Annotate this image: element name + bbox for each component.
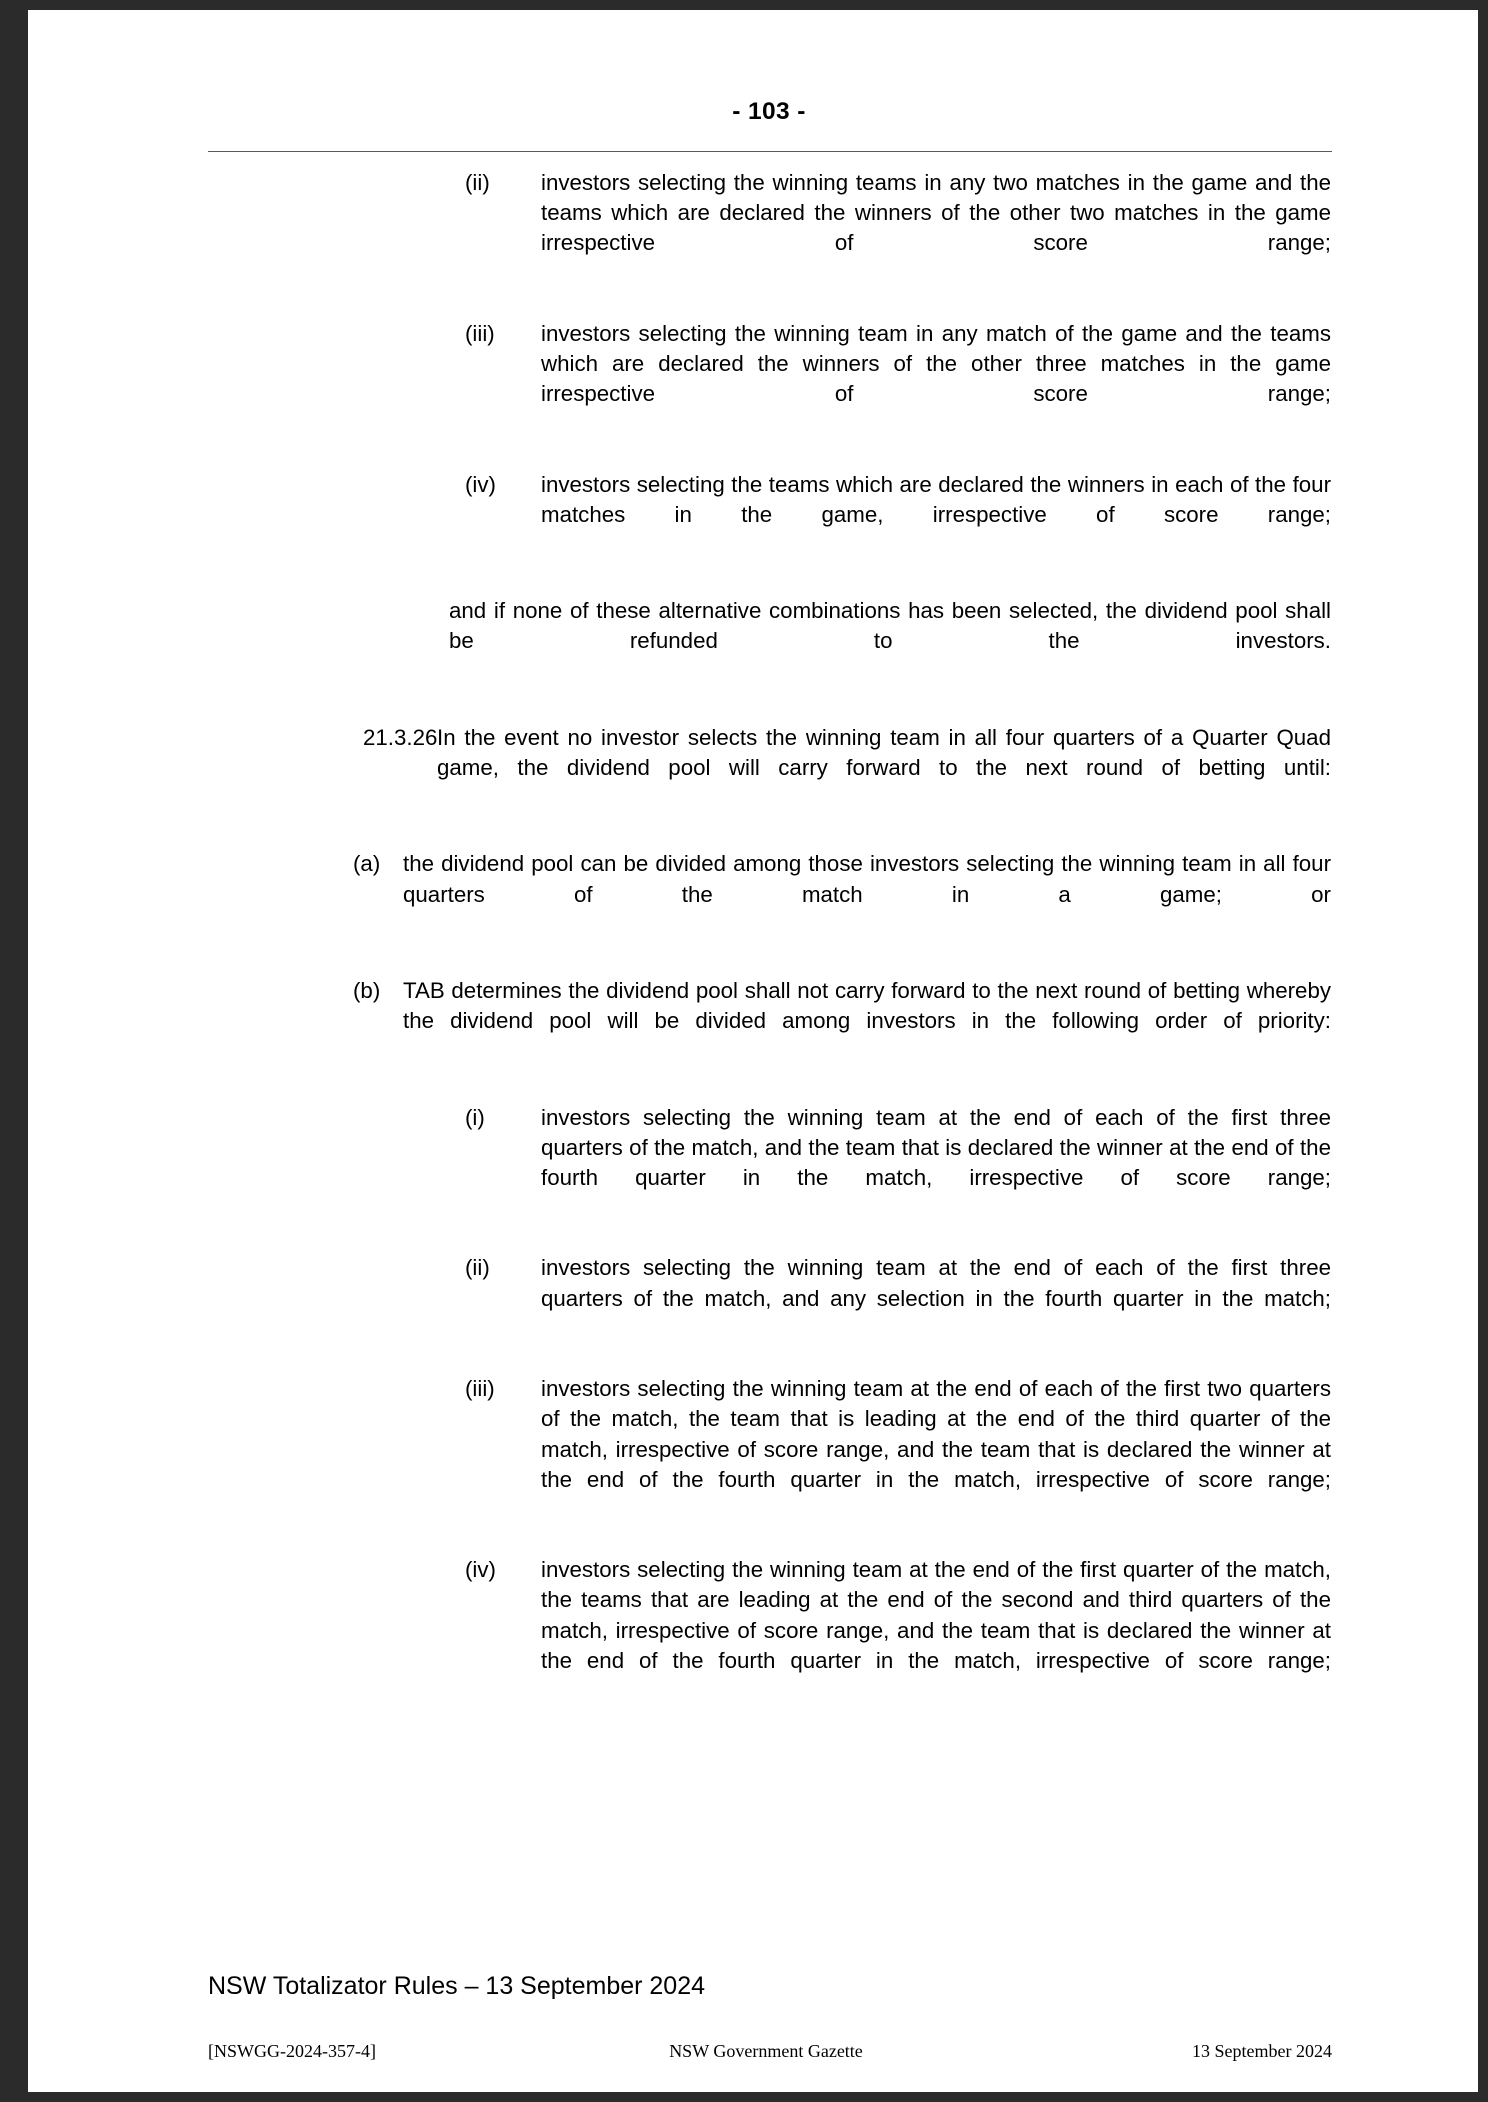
alpha-item (28, 976, 1478, 1067)
priority-marker: (iii) (465, 1376, 495, 1402)
gazette-name: NSW Government Gazette (669, 2041, 863, 2061)
priority-item (28, 1374, 1478, 1525)
clause-text: investors selecting the teams which are declared the winners in each of the four matches in the game, irrespective of score range; (541, 471, 1331, 527)
priority-text: investors selecting the winning team at the end of each of the first three quarters of the match, and any selection in the fourth quarter in the match; (541, 1255, 1331, 1311)
document-footer-title: NSW Totalizator Rules – 13 September 2024 (208, 1972, 706, 2000)
page-body (28, 168, 1478, 1736)
priority-item (28, 1253, 1478, 1344)
gazette-reference: [NSWGG-2024-357-4] (208, 2041, 376, 2061)
alpha-marker: (a) (353, 851, 381, 877)
clause-marker: (iv) (465, 471, 496, 497)
page-number: - 103 - (732, 98, 806, 125)
priority-text: investors selecting the winning team at the end of each of the first three quarters of the match, and the team that is declared the winner at the end of the fourth quarter in the match, irrespective of score range; (541, 1104, 1331, 1191)
priority-item (28, 1555, 1478, 1706)
clause-text: investors selecting the winning teams in any two matches in the game and the teams which are declared the winners of the other two matches in the game irrespective of score range; (541, 170, 1331, 256)
document-page (28, 10, 1478, 2092)
priority-marker: (ii) (465, 1255, 490, 1281)
alpha-marker: (b) (353, 978, 381, 1004)
header-divider (208, 151, 1332, 152)
runon-text: and if none of these alternative combinations has been selected, the dividend pool shall be refunded to the investors. (449, 598, 1331, 654)
runon-paragraph (28, 596, 1478, 687)
alpha-text: the dividend pool can be divided among those investors selecting the winning team in all four quarters of the match in a game; or (403, 851, 1331, 907)
alpha-item (28, 849, 1478, 940)
clause-marker: (ii) (465, 170, 490, 195)
priority-item (28, 1103, 1478, 1224)
clause-item (28, 470, 1478, 561)
numbered-clause-text: In the event no investor selects the winning team in all four quarters of a Quarter Quad game, the dividend pool will carry forward to the next round of betting until: (437, 724, 1331, 781)
gazette-footer (208, 2041, 1332, 2062)
priority-text: investors selecting the winning team at the end of each of the first two quarters of the match, the team that is leading at the end of the third quarter of the match, irrespective of score range, and the team that is declared the winner at the end of the fourth quarter in the match, irrespective of score range; (541, 1376, 1331, 1492)
alpha-text: TAB determines the dividend pool shall not carry forward to the next round of betting whereby the dividend pool will be divided among investors in the following order of priority: (403, 978, 1331, 1034)
clause-marker: (iii) (465, 320, 495, 346)
priority-text: investors selecting the winning team at the end of the first quarter of the match, the teams that are leading at the end of the second and third quarters of the match, irrespective of score range, and the team that is declared the winner at the end of the fourth quarter in the match, irrespective of score range; (541, 1557, 1331, 1673)
clause-item (28, 168, 1478, 289)
numbered-clause-marker: 21.3.26 (363, 724, 438, 750)
gazette-date: 13 September 2024 (1192, 2041, 1332, 2061)
priority-marker: (i) (465, 1104, 485, 1130)
clause-text: investors selecting the winning team in any match of the game and the teams which are declared the winners of the other three matches in the game irrespective of score range; (541, 320, 1331, 407)
clause-item (28, 319, 1478, 440)
priority-marker: (iv) (465, 1557, 496, 1583)
numbered-clause (28, 723, 1478, 814)
